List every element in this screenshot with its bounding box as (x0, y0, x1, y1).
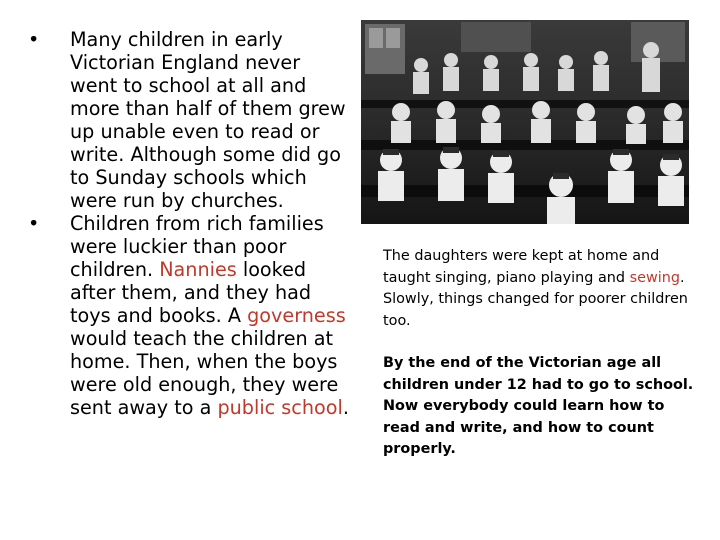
daughters-text-part1: The daughters were kept at home and taught singing, piano playing and (383, 248, 660, 286)
bullet-2-text-end: . (342, 396, 349, 419)
victorian-end-paragraph: By the end of the Victorian age all children under 12 had to go to school. Now everybody could learn how to read and write, and how to count properly. (383, 355, 694, 457)
governess-highlight: governess (247, 304, 346, 327)
bullet-icon: • (28, 28, 40, 51)
bullet-item-1 (28, 28, 350, 212)
bullet-1-text: Many children in early Victorian England never went to school at all and more than half of them grew up unable even to read or write. Although some did go to Sunday schools which were run by churches. (70, 28, 346, 212)
bullet-2-text-part1: Children from rich families were luckier than poor children. (70, 212, 324, 281)
classroom-photo-illustration (361, 20, 689, 224)
bullet-icon: • (28, 212, 40, 235)
nannies-highlight: Nannies (159, 258, 237, 281)
left-column (28, 28, 350, 419)
classroom-photo (361, 20, 689, 224)
daughters-text-part2: . Slowly, things changed for poorer children too. (383, 269, 688, 329)
right-column (383, 246, 703, 461)
daughters-paragraph (383, 246, 703, 332)
bullet-2-text-part2: looked after them, and they had toys and books. A (70, 258, 312, 327)
bullet-list (28, 28, 350, 419)
sewing-highlight: sewing (629, 269, 680, 286)
bullet-item-2 (28, 212, 350, 419)
bullet-2-text-part3: would teach the children at home. Then, when the boys were old enough, they were sent away to a (70, 327, 339, 419)
public-school-highlight: public school (217, 396, 343, 419)
